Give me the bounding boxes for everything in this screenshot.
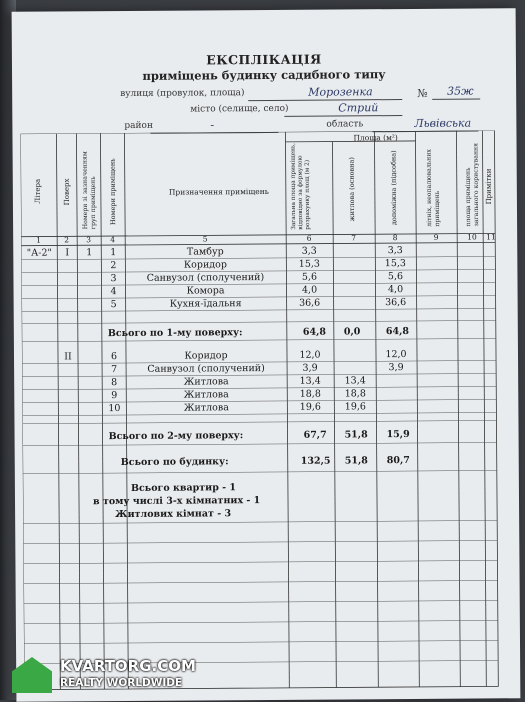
cell-room-purpose: Житлова (183, 402, 229, 414)
cell-room-number: 5 (110, 299, 117, 311)
doc-title: ЕКСПЛІКАЦІЯ (206, 51, 322, 68)
header-living: житлова (основна) (347, 157, 357, 222)
column-number: 1 (36, 235, 42, 245)
cell-litera: "А-2" (26, 247, 52, 259)
header-common: площа приміщень загального користування (464, 142, 481, 227)
cell-room-purpose: Комора (186, 285, 225, 297)
region-value: Львівська (414, 116, 472, 130)
summary-living-rooms: Житлових кімнат - 3 (115, 508, 232, 521)
floor2-living: 51,8 (344, 429, 368, 441)
header-num-room: Номери приміщень (108, 158, 118, 226)
watermark-slogan: REALTY WORLDWIDE (60, 677, 183, 689)
cell-room-number: 4 (110, 286, 117, 298)
summary-apartments: Всього квартир - 1 (130, 482, 237, 494)
cell-aux-area: 3,3 (387, 245, 403, 257)
cell-living-area: 19,6 (344, 401, 366, 413)
cell-total-area: 36,6 (299, 297, 321, 309)
column-number: 11 (486, 232, 496, 242)
cell-room-purpose: Тамбур (186, 246, 224, 258)
house-total: 132,5 (300, 455, 331, 467)
cell-room-number: 1 (110, 247, 117, 259)
cell-room-purpose: Житлова (183, 389, 229, 401)
district-label: район (124, 120, 153, 131)
header-summer: літніх, неопалювальних приміщень (425, 149, 442, 227)
header-aux: допоміжна (підсобна) (389, 150, 399, 226)
number-sign: № (417, 86, 428, 100)
cell-total-area: 12,0 (299, 349, 321, 361)
cell-aux-area: 3,9 (388, 362, 404, 374)
column-number: 6 (306, 233, 312, 243)
floor2-aux: 15,9 (386, 428, 410, 441)
column-number: 7 (351, 233, 356, 243)
house-aux: 80,7 (386, 454, 410, 467)
column-number: 8 (392, 233, 398, 243)
street-value: Морозенка (308, 85, 373, 99)
cell-room-number: 3 (110, 273, 117, 285)
house-total-label: Всього по будинку: (120, 456, 229, 469)
cell-room-purpose: Коридор (183, 259, 227, 271)
street-underline (248, 99, 402, 101)
city-underline (284, 115, 402, 117)
summary-3room: в тому числі 3-х кімнатних - 1 (92, 495, 261, 508)
header-notes: Примітки (484, 168, 493, 205)
header-total-area: Загальна площа приміщень, відповідно за формулою розрахунку площ (м 2) (290, 143, 312, 230)
cell-aux-area: 36,6 (385, 297, 407, 309)
cell-total-area: 15,3 (298, 258, 320, 270)
column-number: 5 (202, 234, 208, 244)
cell-aux-area: 4,0 (387, 284, 404, 296)
street-label: вулиця (провулок, площа) (120, 88, 245, 100)
cell-aux-area: 5,6 (387, 271, 404, 283)
column-number: 10 (467, 232, 477, 242)
cell-room-number: 10 (108, 403, 121, 415)
cell-total-area: 4,0 (301, 284, 318, 296)
floor2-total-label: Всього по 2-му поверху: (108, 430, 244, 443)
document-page (12, 8, 521, 702)
cell-living-area: 13,4 (344, 375, 366, 387)
cell-room-number: 7 (111, 364, 118, 376)
cell-room-purpose: Санвузол (сполучений) (147, 363, 265, 375)
column-number: 2 (64, 235, 70, 245)
header-litera: Літера (33, 178, 42, 204)
cell-total-area: 19,6 (299, 401, 321, 413)
cell-floor: ІІ (64, 351, 72, 363)
cell-room-purpose: Коридор (184, 350, 228, 362)
cell-group: 1 (86, 247, 93, 259)
floor1-total-label: Всього по 1-му поверху: (107, 327, 243, 340)
watermark-site: KVARTORG.COM (60, 657, 196, 675)
cell-room-purpose: Кухня-їдальня (169, 298, 242, 310)
cell-total-area: 3,9 (302, 362, 318, 374)
floor1-aux: 64,8 (385, 326, 410, 338)
floor1-living: 0,0 (343, 326, 361, 338)
cell-total-area: 3,3 (301, 245, 317, 257)
cell-total-area: 13,4 (299, 375, 321, 387)
header-floor: Поверх (62, 178, 71, 206)
header-area-group: Площа (м²) (353, 133, 398, 143)
header-num-group: Номери зі зазначенням груп приміщень (81, 151, 98, 230)
number-value: 35ж (447, 84, 474, 98)
header-purpose: Призначення приміщень (168, 186, 269, 197)
column-number: 9 (433, 232, 439, 242)
house-living: 51,8 (344, 455, 368, 467)
cell-room-number: 2 (110, 260, 117, 272)
column-number: 3 (86, 235, 92, 245)
floor2-total: 67,7 (303, 429, 327, 441)
column-number: 4 (110, 235, 116, 245)
cell-room-purpose: Житлова (183, 376, 229, 388)
cell-aux-area: 12,0 (385, 349, 407, 361)
city-label: місто (селище, село) (190, 103, 289, 115)
cell-room-number: 9 (111, 390, 118, 402)
cell-room-purpose: Санвузол (сполучений) (146, 272, 265, 284)
district-value: - (210, 118, 215, 132)
cell-room-number: 6 (110, 351, 118, 363)
explication-table (20, 130, 506, 693)
cell-floor: І (65, 247, 70, 259)
city-value: Стрий (338, 101, 379, 115)
floor1-total: 64,8 (302, 326, 327, 338)
cell-total-area: 18,8 (299, 388, 321, 400)
cell-aux-area: 15,3 (384, 258, 406, 270)
region-label: область (326, 119, 364, 130)
cell-total-area: 5,6 (301, 271, 318, 283)
number-underline (432, 98, 480, 99)
cell-room-number: 8 (111, 377, 118, 389)
doc-subtitle: приміщень будинку садибного типу (142, 67, 386, 83)
cell-living-area: 18,8 (344, 388, 366, 400)
